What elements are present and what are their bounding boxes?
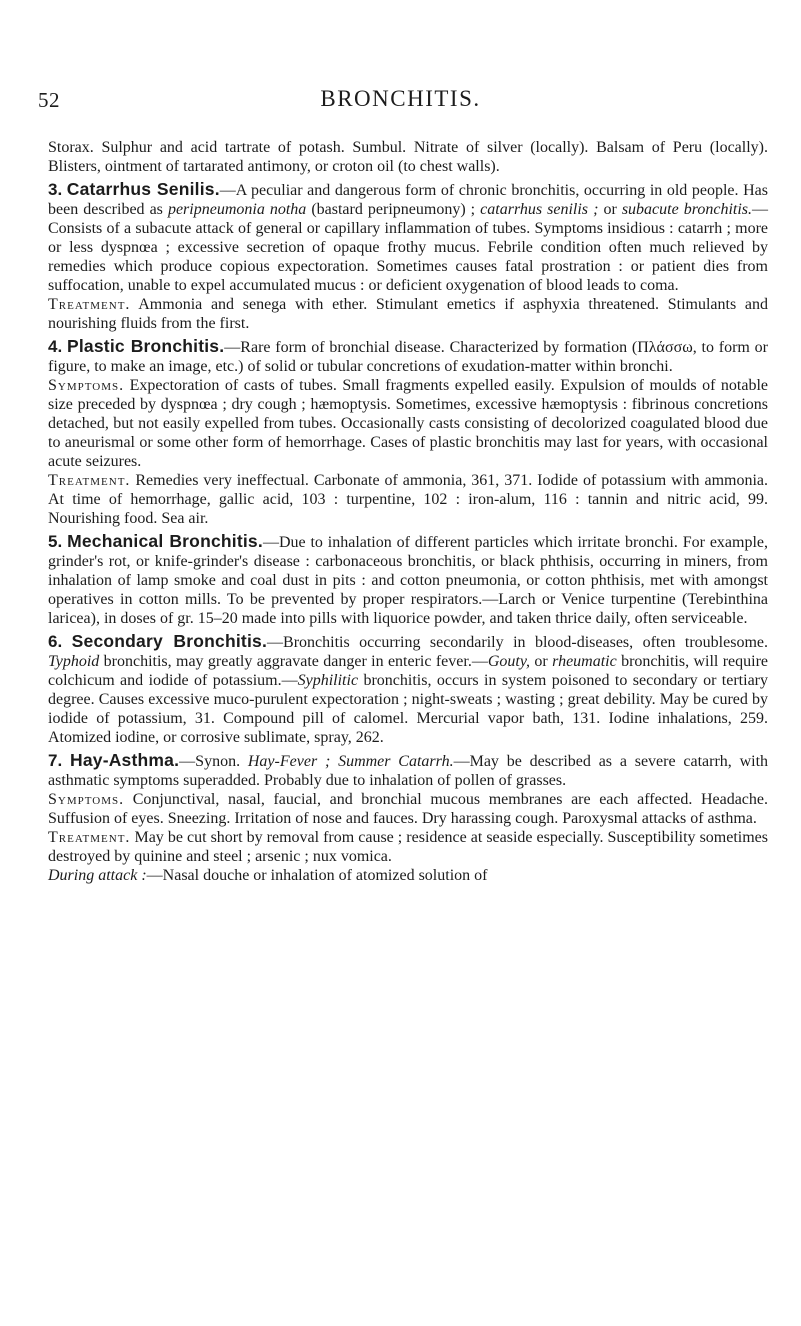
- symptoms-label: Symptoms.: [48, 377, 125, 394]
- continuation-paragraph: [48, 138, 768, 176]
- entry-title: Secondary Bronchitis.: [71, 631, 268, 651]
- entry-number: 3.: [48, 180, 63, 199]
- entry-italic-term: Syphilitic: [297, 672, 359, 689]
- entry-italic-term: subacute bronchitis.: [621, 201, 753, 218]
- symptoms-label: Symptoms.: [48, 791, 125, 808]
- entry-italic-term: rheumatic: [552, 653, 617, 670]
- symptoms-paragraph: [48, 376, 768, 471]
- entry-text: or: [598, 201, 622, 218]
- treatment-text: Remedies very ineffectual. Carbonate of ammonia, 361, 371. Iodide of potassium with ammonia. At time of hemorrhage, gallic acid, 103 : turpentine, 102 : iron-alum, 116 : tannin and nitric acid, 99. Nourishing food. Sea air.: [48, 472, 768, 527]
- symptoms-text: Expectoration of casts of tubes. Small fragments expelled easily. Expulsion of moulds of notable size preceded by dyspnœa ; dry cough ; hæmoptysis. Sometimes, excessive hæmoptysis : fibrinous concretions detached, but not easily expelled from tubes. Occasionally casts consisting of decolorized coagulated blood due to aneurismal or some other form of hemorrhage. Cases of plastic bronchitis may last for years, with occasional acute seizures.: [48, 377, 768, 470]
- page-number: 52: [38, 88, 60, 112]
- entry-text: bronchitis, may greatly aggravate danger in enteric fever.—: [99, 653, 488, 670]
- entry-text: —A peculiar and dangerous form of chronic bronchitis, occurring in old people. Has been described as: [48, 182, 769, 218]
- entry-hay-asthma: [48, 751, 768, 790]
- entry-text: or: [530, 653, 553, 670]
- continuation-text: Storax. Sulphur and acid tartrate of potash. Sumbul. Nitrate of silver (locally). Balsam of Peru (locally). Blisters, ointment of tartarated antimony, or croton oil (to chest walls).: [48, 139, 768, 175]
- entry-italic-term: peripneumonia notha: [167, 201, 307, 218]
- treatment-label: Treatment.: [48, 829, 131, 846]
- entry-text: —Synon.: [179, 753, 248, 770]
- entry-text: —May be described as a severe catarrh, with asthmatic symptoms superadded. Probably due to inhalation of pollen of grasses.: [48, 753, 769, 789]
- treatment-paragraph: [48, 828, 768, 866]
- running-title: BRONCHITIS.: [320, 86, 481, 111]
- entry-italic-term: Typhoid: [48, 653, 100, 670]
- entry-italic-term: Hay-Fever ; Summer Catarrh.: [247, 753, 454, 770]
- entry-number: 4.: [48, 337, 63, 356]
- entry-text: — Consists of a subacute attack of general or capillary inflammation of tubes. Symptoms insidious : catarrh ; more or less dyspnœa ; excessive secretion of opaque frothy mucus. Febrile condition often much relieved by remedies which produce copious expectoration. Sometimes causes fatal prostration : or patient dies from suffocation, unable to expel accumulated mucus : or deficient oxygenation of blood leads to coma.: [48, 201, 769, 294]
- entry-text: bronchitis, occurs in system poisoned to secondary or tertiary degree. Causes excessive muco-purulent expectoration ; night-sweats ; wasting ; great debility. May be cured by iodide of potassium, 31. Compound pill of calomel. Mercurial vapor bath, 131. Iodine inhalations, 259. Atomized iodine, or corrosive sublimate, spray, 262.: [48, 672, 768, 746]
- entry-title: Plastic Bronchitis.: [67, 336, 225, 356]
- treatment-paragraph: [48, 295, 768, 333]
- entry-plastic-bronchitis: [48, 337, 768, 376]
- treatment-text: Ammonia and senega with ether. Stimulant emetics if asphyxia threatened. Stimulants and nourishing fluids from the first.: [48, 296, 768, 332]
- entry-italic-term: Gouty,: [487, 653, 531, 670]
- entry-number: 5.: [48, 532, 63, 551]
- entry-mechanical-bronchitis: [48, 532, 768, 628]
- entry-text: —Due to inhalation of different particles which irritate bronchi. For example, grinder's rot, or knife-grinder's disease : carbonaceous bronchitis, or black phthisis, occurring in miners, from inhalation of lamp smoke and coal dust in pits : and cotton pneumonia, or cotton phthisis, met with amongst operatives in cotton mills. To be prevented by proper respirators.—Larch or Venice turpentine (Terebinthina laricea), in doses of gr. 15–20 made into pills with liquorice powder, and taken thrice daily, often serviceable.: [48, 534, 769, 627]
- entry-text: bronchitis, will require colchicum and iodide of potassium.—: [48, 653, 769, 689]
- entry-title: Catarrhus Senilis.: [66, 179, 220, 199]
- treatment-label: Treatment.: [48, 296, 131, 313]
- symptoms-paragraph: [48, 790, 768, 828]
- entry-number: 7.: [48, 751, 63, 770]
- entry-secondary-bronchitis: [48, 632, 768, 747]
- entry-catarrhus-senilis: [48, 180, 768, 295]
- during-attack-paragraph: [48, 866, 768, 885]
- entry-text: —Rare form of bronchial disease. Characterized by formation (Πλάσσω, to form or figure, to make an image, etc.) of solid or tubular concretions of exudation-matter within bronchi.: [48, 339, 769, 375]
- page-body: [48, 138, 768, 885]
- entry-italic-term: catarrhus senilis ;: [480, 201, 599, 218]
- entry-text: —Bronchitis occurring secondarily in blood-diseases, often troublesome.: [267, 634, 769, 651]
- during-attack-text: —Nasal douche or inhalation of atomized solution of: [146, 867, 488, 884]
- treatment-label: Treatment.: [48, 472, 131, 489]
- symptoms-text: Conjunctival, nasal, faucial, and bronchial mucous membranes are each affected. Headache. Suffusion of eyes. Sneezing. Irritation of nose and fauces. Dry harassing cough. Paroxysmal attacks of asthma.: [48, 791, 768, 827]
- treatment-paragraph: [48, 471, 768, 528]
- entry-number: 6.: [48, 632, 63, 651]
- treatment-text: May be cut short by removal from cause ; residence at seaside especially. Susceptibility sometimes destroyed by quinine and steel ; arsenic ; nux vomica.: [48, 829, 768, 865]
- entry-title: Mechanical Bronchitis.: [67, 531, 263, 551]
- entry-text: (bastard peripneumony) ;: [306, 201, 481, 218]
- during-attack-label: During attack :: [48, 867, 147, 884]
- entry-title: Hay-Asthma.: [69, 750, 180, 770]
